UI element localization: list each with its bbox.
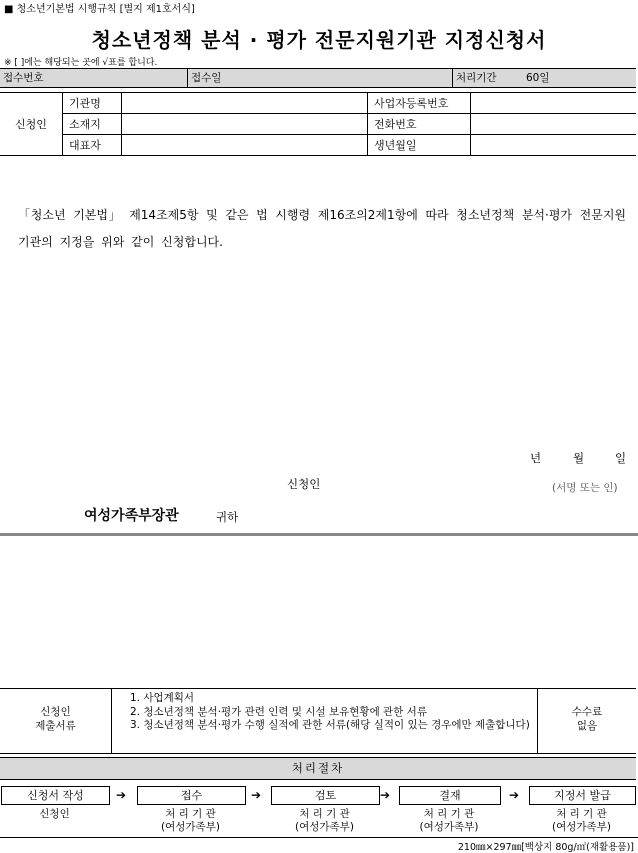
form-reference: ■ 청소년기본법 시행규칙 [별지 제1호서식] <box>4 4 195 15</box>
step-application: 신청서 작성 <box>1 786 110 805</box>
fee-value: 없음 <box>576 720 598 732</box>
arrow-right-icon: ➔ <box>116 788 127 802</box>
list-item: 2. 청소년정책 분석·평가 관련 인력 및 시설 보유현황에 관한 서류 <box>130 705 427 718</box>
applicant-table <box>0 92 636 156</box>
section-divider <box>0 533 638 536</box>
required-documents-box <box>0 688 636 754</box>
date-day: 일 <box>615 451 627 465</box>
signature-note: (서명 또는 인) <box>552 482 618 494</box>
list-item: 1. 사업계획서 <box>130 692 195 704</box>
step-receipt: 접수 <box>137 786 246 805</box>
addressee: 여성가족부장관 <box>84 508 179 524</box>
footer-divider <box>0 837 638 838</box>
arrow-right-icon: ➔ <box>251 788 262 802</box>
org-name-label: 기관명 <box>63 93 122 114</box>
processing-period-value: 60일 <box>526 72 550 84</box>
business-reg-label: 사업자등록번호 <box>368 93 471 114</box>
page-title: 청소년정책 분석 · 평가 전문지원기관 지정신청서 <box>91 28 547 52</box>
actor-issuance: 처 리 기 관 (여성가족부) <box>552 808 611 833</box>
processing-period-label: 처리기간 <box>456 72 497 84</box>
signer-label: 신청인 <box>287 477 321 491</box>
receipt-date-label: 접수일 <box>191 72 222 84</box>
fee-label: 수수료 <box>571 706 603 718</box>
list-item: 3. 청소년정책 분석·평가 수행 실적에 관한 서류(해당 실적이 있는 경우에만 제출합니다) <box>130 719 530 731</box>
step-approval: 결재 <box>399 786 501 805</box>
date-month: 월 <box>573 451 585 465</box>
actor-receipt: 처 리 기 관 (여성가족부) <box>161 808 220 833</box>
business-reg-field[interactable] <box>471 93 637 114</box>
addressee-suffix: 귀하 <box>216 510 239 524</box>
actor-applicant: 신청인 <box>39 808 70 820</box>
fee-info <box>538 705 636 733</box>
step-review: 검토 <box>271 786 380 805</box>
address-label: 소재지 <box>63 114 122 135</box>
procedure-heading: 처리절차 <box>0 757 636 780</box>
applicant-section-label: 신청인 <box>0 93 63 156</box>
phone-field[interactable] <box>471 114 637 135</box>
application-statement: 「청소년 기본법」 제14조제5항 및 같은 법 시행령 제16조의2제1항에 따라 청소년정책 분석·평가 전문지원기관의 지정을 위와 같이 신청합니다. <box>18 208 626 249</box>
representative-label: 대표자 <box>63 135 122 156</box>
step-issuance: 지정서 발급 <box>529 786 636 805</box>
address-field[interactable] <box>122 114 368 135</box>
birthdate-field[interactable] <box>471 135 637 156</box>
birthdate-label: 생년월일 <box>368 135 471 156</box>
arrow-right-icon: ➔ <box>380 788 391 802</box>
phone-label: 전화번호 <box>368 114 471 135</box>
org-name-field[interactable] <box>122 93 368 114</box>
receipt-bar <box>0 68 636 88</box>
paper-spec: 210㎜×297㎜[백상지 80g/㎡(재활용품)] <box>457 842 634 853</box>
actor-review: 처 리 기 관 (여성가족부) <box>295 808 354 833</box>
check-instruction: ※ [ ]에는 해당되는 곳에 √표를 합니다. <box>4 58 158 68</box>
receipt-number-label: 접수번호 <box>3 72 44 84</box>
representative-field[interactable] <box>122 135 368 156</box>
arrow-right-icon: ➔ <box>509 788 520 802</box>
actor-approval: 처 리 기 관 (여성가족부) <box>419 808 479 833</box>
date-year: 년 <box>530 451 542 465</box>
documents-label: 신청인 제출서류 <box>35 706 76 732</box>
documents-list <box>130 692 535 733</box>
